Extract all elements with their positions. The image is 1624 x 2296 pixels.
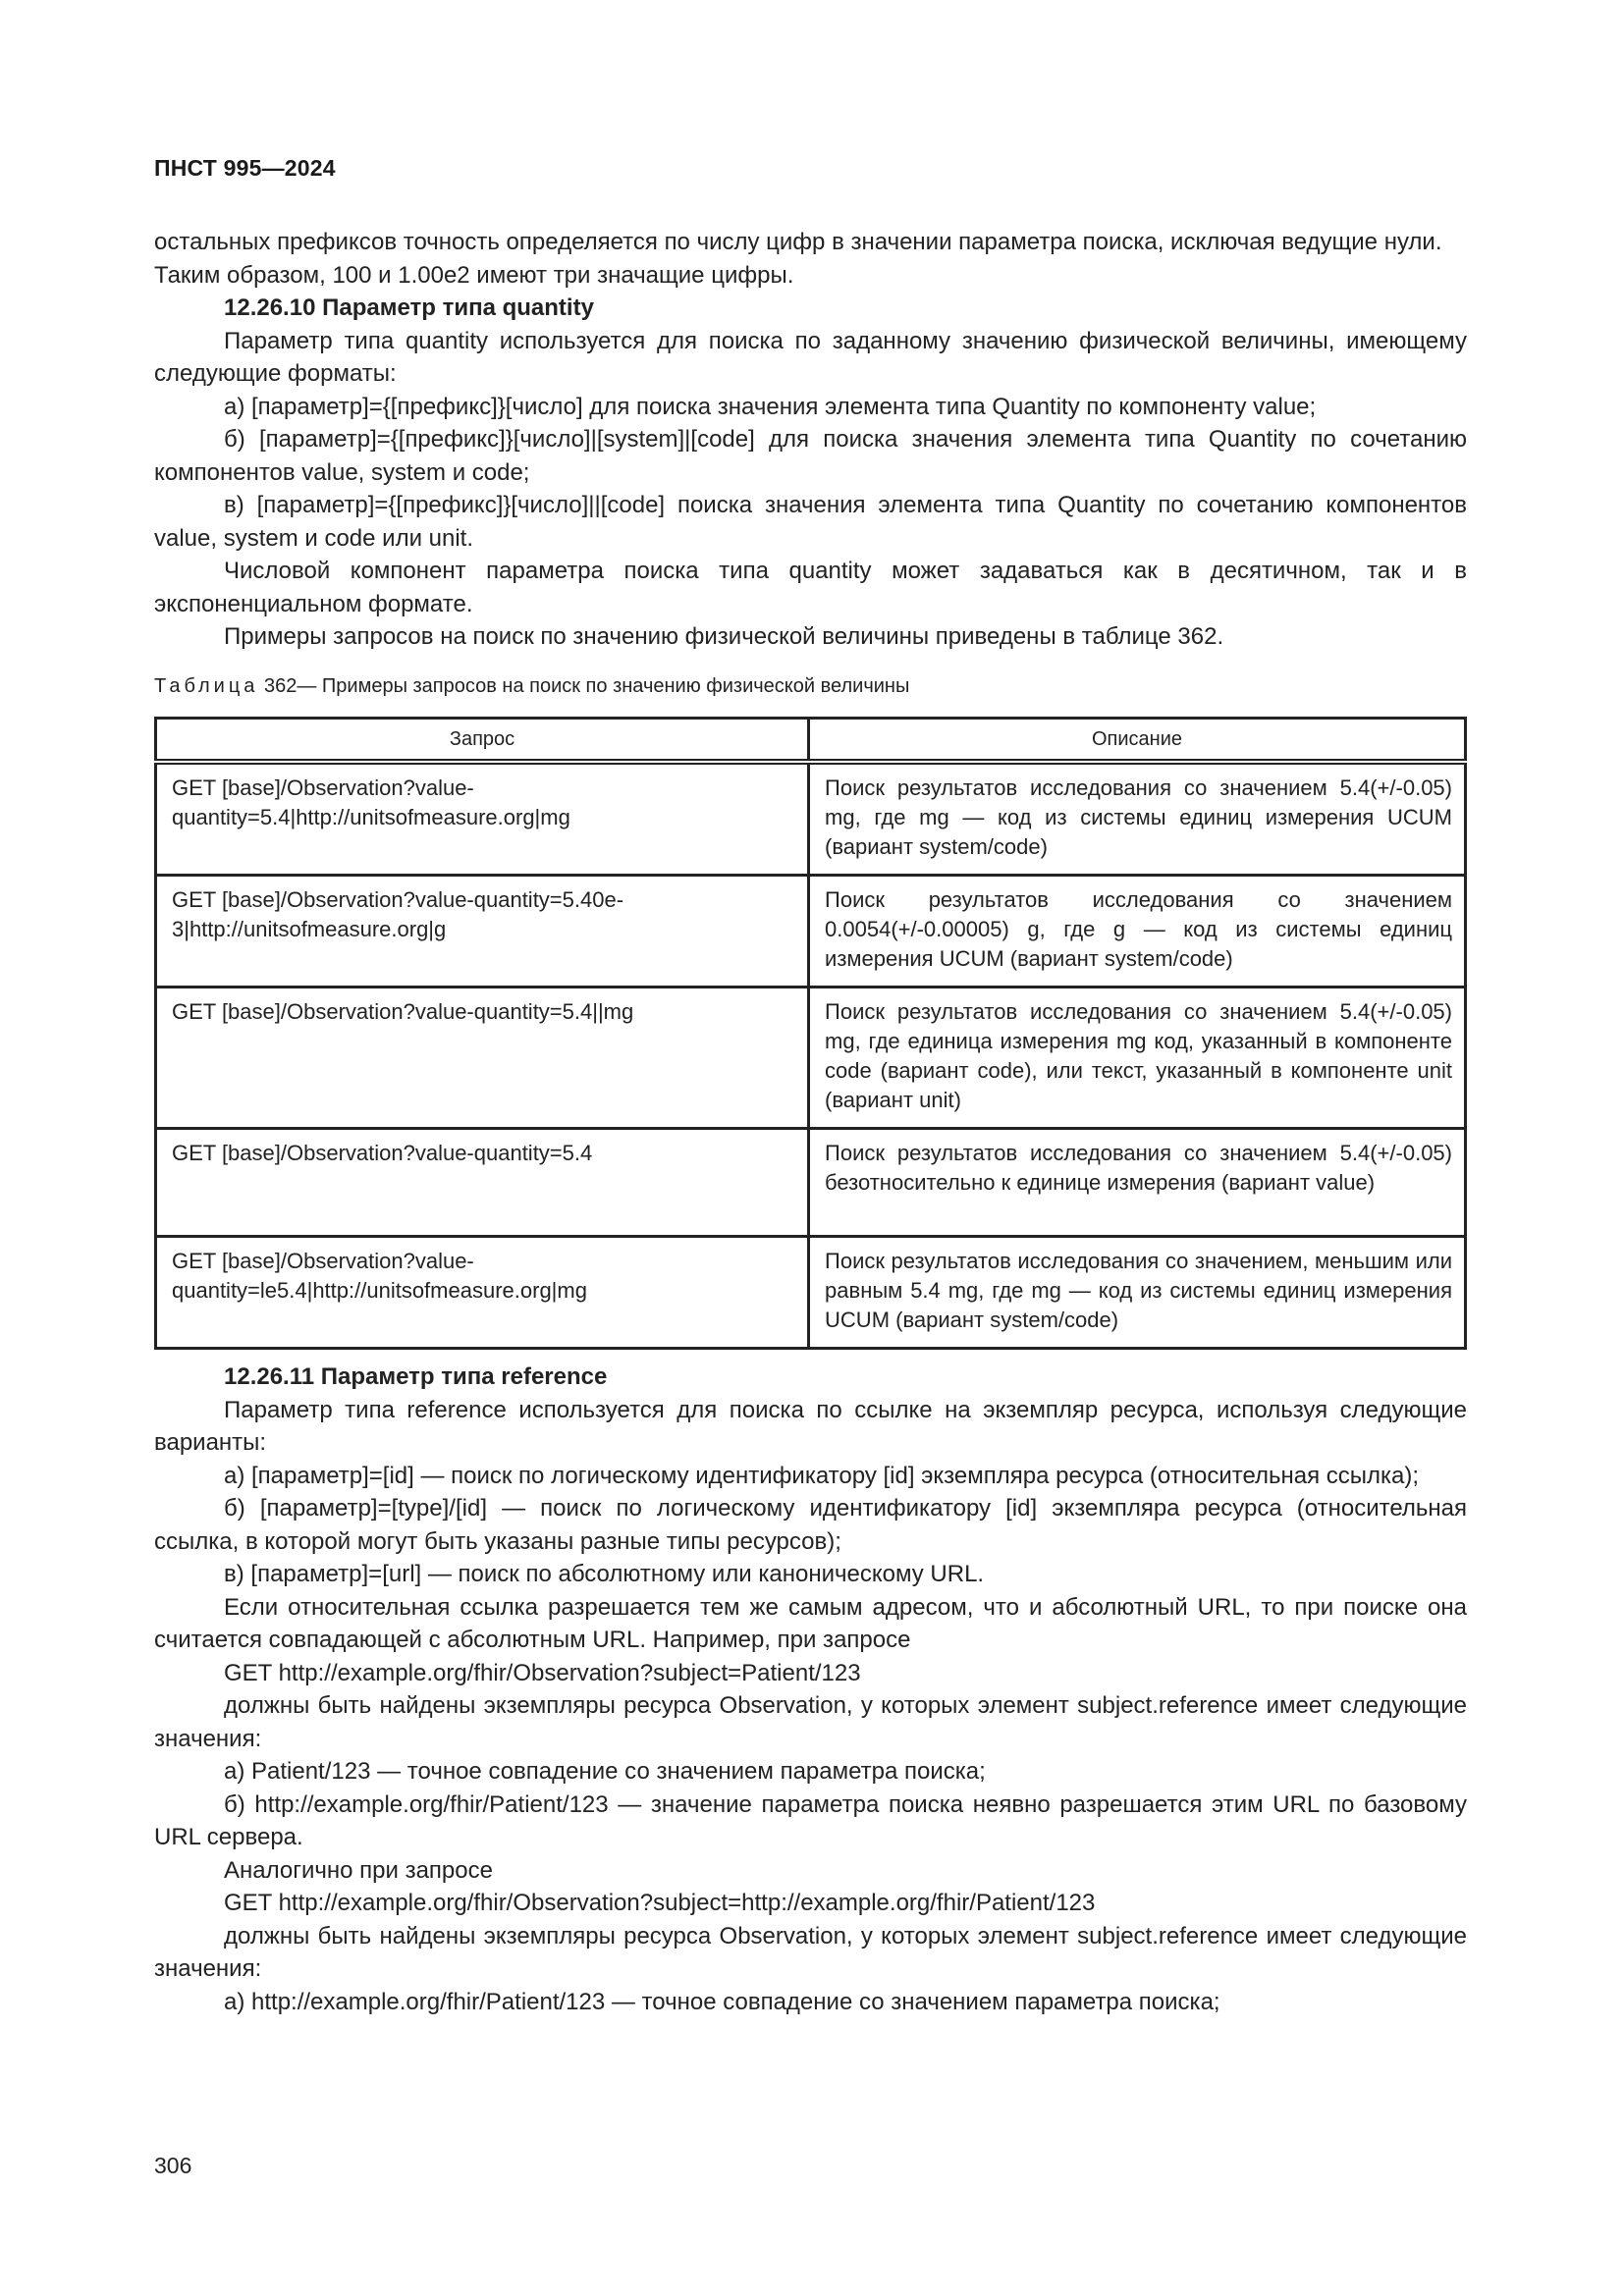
table-caption-label: Таблица [154, 675, 259, 697]
list-item: б) http://example.org/fhir/Patient/123 — значение параметра поиска неявно разрешается этим URL по базовому URL сервера. [154, 1790, 1467, 1850]
list-item: в) [параметр]={[префикс]}[число]||[code] поиска значения элемента типа Quantity по сочетанию компонентов value, system и code или unit. [154, 492, 1467, 552]
description-cell: Поиск результатов исследования со значением, меньшим или равным 5.4 mg, где mg — код из системы единиц измерения UCUM (вариант system/code) [809, 1237, 1466, 1349]
column-header-query: Запрос [156, 719, 809, 763]
page-number: 306 [154, 2153, 192, 2178]
section-heading-reference: 12.26.11 Параметр типа reference [224, 1363, 608, 1390]
query-cell: GET [base]/Observation?value-quantity=5.4 [156, 1129, 809, 1237]
table-row [156, 876, 1466, 988]
query-cell: GET [base]/Observation?value-quantity=5.4||mg [156, 988, 809, 1129]
list-item: а) Patient/123 — точное совпадение со значением параметра поиска; [224, 1758, 986, 1785]
paragraph: Примеры запросов на поиск по значению физической величины приведены в таблице 362. [224, 623, 1224, 650]
list-item: б) [параметр]=[type]/[id] — поиск по логическому идентификатору [id] экземпляра ресурса (относительная ссылка, в которой могут быть указаны разные типы ресурсов); [154, 1495, 1467, 1555]
paragraph: Параметр типа quantity используется для поиска по заданному значению физической величины, имеющему следующие форматы: [154, 327, 1467, 387]
query-cell: GET [base]/Observation?value-quantity=5.40e-3|http://unitsofmeasure.org|g [156, 876, 809, 988]
list-item: а) [параметр]={[префикс]}[число] для поиска значения элемента типа Quantity по компоненту value; [224, 393, 1317, 420]
query-cell: GET [base]/Observation?value-quantity=5.4|http://unitsofmeasure.org|mg [156, 762, 809, 876]
column-header-description: Описание [809, 719, 1466, 763]
table-header-row [156, 719, 1466, 763]
paragraph: Если относительная ссылка разрешается тем же самым адресом, что и абсолютный URL, то при поиске она считается совпадающей с абсолютным URL. Например, при запросе [154, 1593, 1467, 1653]
table-row [156, 1129, 1466, 1237]
quantity-section [154, 226, 1467, 654]
list-item: а) http://example.org/fhir/Patient/123 — точное совпадение со значением параметра поиска; [224, 1988, 1220, 2015]
section-heading-quantity: 12.26.10 Параметр типа quantity [224, 294, 594, 321]
query-cell: GET [base]/Observation?value-quantity=le5.4|http://unitsofmeasure.org|mg [156, 1237, 809, 1349]
paragraph: Параметр типа reference используется для поиска по ссылке на экземпляр ресурса, используя следующие варианты: [154, 1396, 1467, 1456]
list-item: б) [параметр]={[префикс]}[число]|[system]|[code] для поиска значения элемента типа Quantity по сочетанию компонентов value, system и code; [154, 426, 1467, 486]
paragraph: Аналогично при запросе [224, 1856, 493, 1884]
description-cell: Поиск результатов исследования со значением 5.4(+/-0.05) mg, где mg — код из системы единиц измерения UCUM (вариант system/code) [809, 762, 1466, 876]
code-example: GET http://example.org/fhir/Observation?subject=Patient/123 [224, 1659, 861, 1686]
table-caption-text: 362— Примеры запросов на поиск по значению физической величины [258, 675, 910, 697]
reference-section [154, 1361, 1467, 2018]
description-cell: Поиск результатов исследования со значением 0.0054(+/-0.00005) g, где g — код из системы единиц измерения UCUM (вариант system/code) [809, 876, 1466, 988]
paragraph: Числовой компонент параметра поиска типа quantity может задаваться как в десятичном, так и в экспоненциальном формате. [154, 558, 1467, 617]
examples-table [154, 717, 1467, 1350]
list-item: в) [параметр]=[url] — поиск по абсолютному или каноническому URL. [224, 1561, 985, 1587]
continuation-paragraph: остальных префиксов точность определяется по числу цифр в значении параметра поиска, исключая ведущие нули. Таким образом, 100 и 1.00e2 имеют три значащие цифры. [154, 229, 1442, 289]
description-cell: Поиск результатов исследования со значением 5.4(+/-0.05) mg, где единица измерения mg код, указанный в компоненте code (вариант code), или текст, указанный в компоненте unit (вариант unit) [809, 988, 1466, 1129]
code-example: GET http://example.org/fhir/Observation?subject=http://example.org/fhir/Patient/123 [224, 1890, 1096, 1916]
table-row [156, 988, 1466, 1129]
table-row [156, 1237, 1466, 1349]
document-id-header: ПНСТ 995—2024 [154, 155, 336, 181]
paragraph: должны быть найдены экземпляры ресурса Observation, у которых элемент subject.reference имеет следующие значения: [154, 1922, 1467, 1982]
description-cell: Поиск результатов исследования со значением 5.4(+/-0.05) безотносительно к единице измерения (вариант value) [809, 1129, 1466, 1237]
paragraph: должны быть найдены экземпляры ресурса Observation, у которых элемент subject.reference имеет следующие значения: [154, 1692, 1467, 1752]
table-row [156, 762, 1466, 876]
list-item: а) [параметр]=[id] — поиск по логическому идентификатору [id] экземпляра ресурса (относительная ссылка); [224, 1462, 1420, 1489]
table-caption [154, 675, 909, 698]
